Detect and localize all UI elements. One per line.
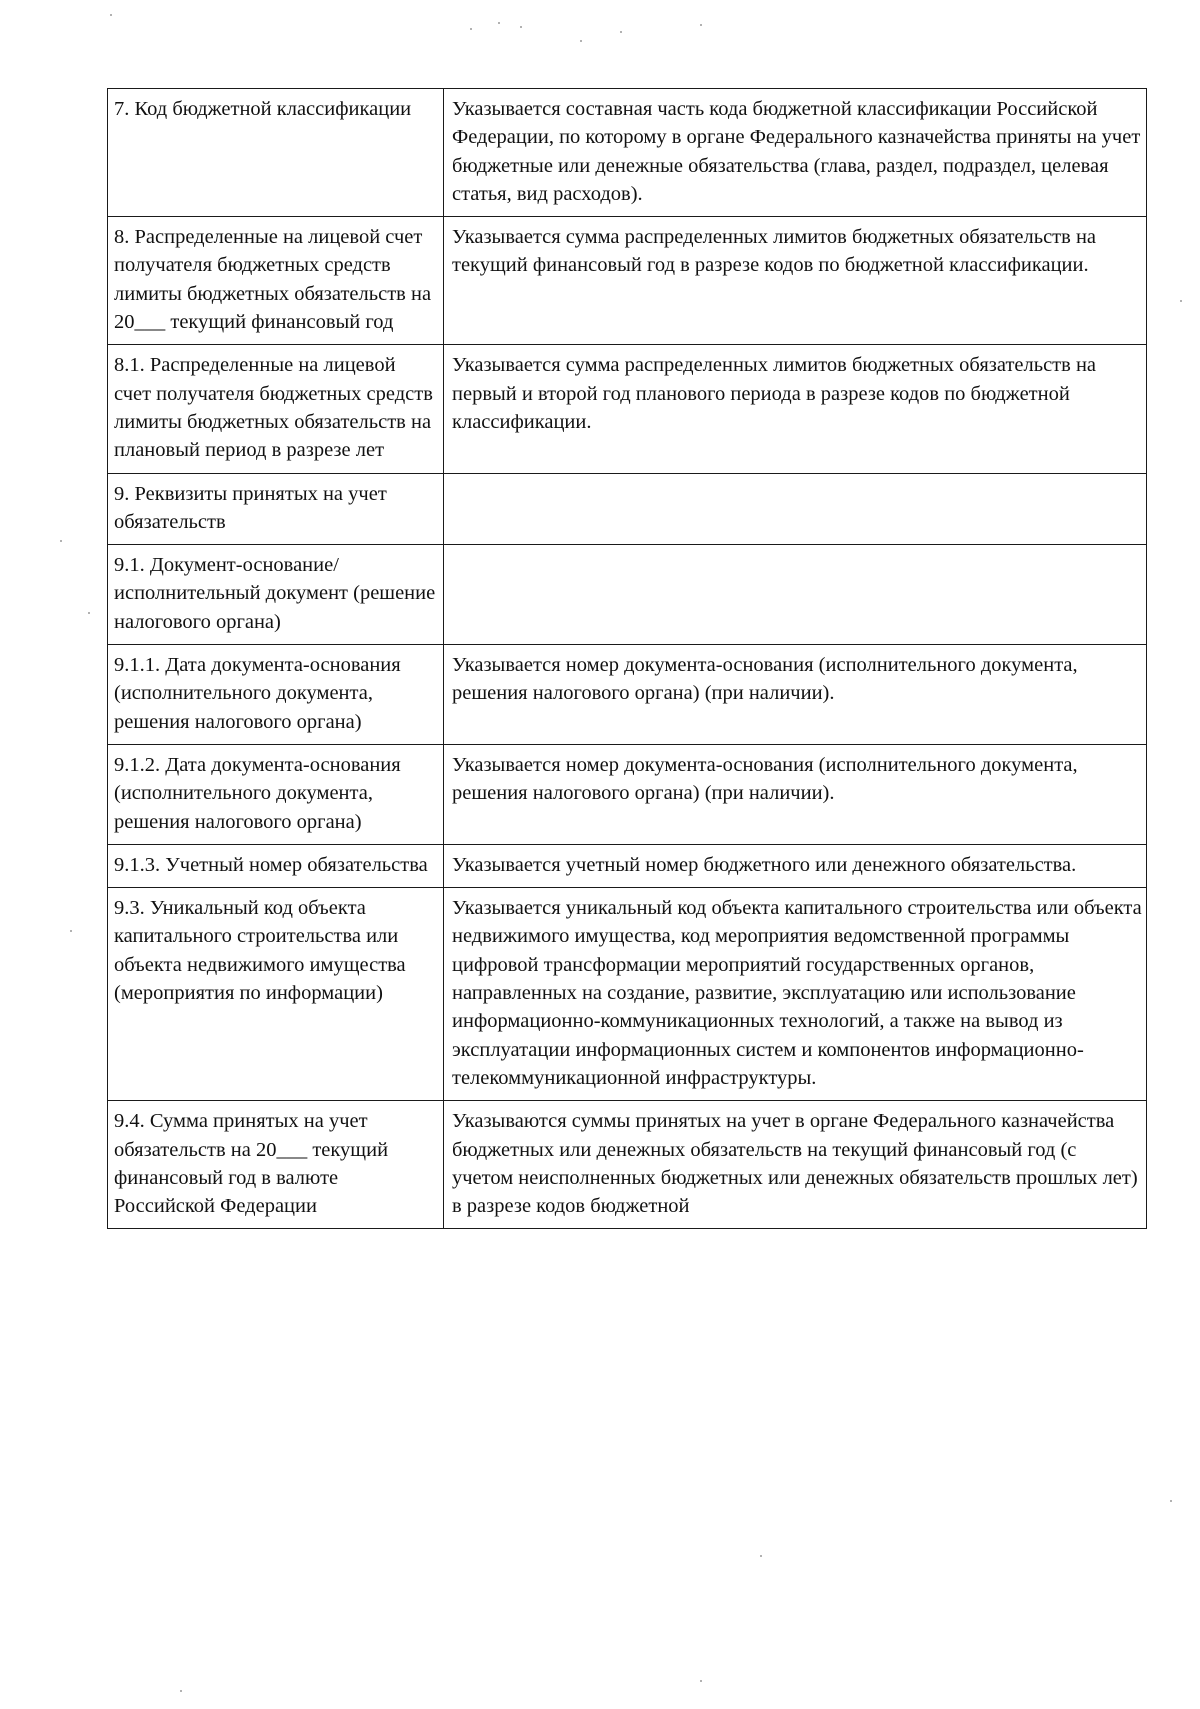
field-name-cell: 9. Реквизиты принятых на учет обязательств	[108, 473, 444, 545]
field-name-cell: 8. Распределенные на лицевой счет получателя бюджетных средств лимиты бюджетных обязательств на 20___ текущий финансовый год	[108, 217, 444, 345]
table-row	[108, 217, 1147, 345]
field-name-cell: 9.3. Уникальный код объекта капитального строительства или объекта недвижимого имущества (мероприятия по информации)	[108, 888, 444, 1101]
field-name-cell: 8.1. Распределенные на лицевой счет получателя бюджетных средств лимиты бюджетных обязательств на плановый период в разрезе лет	[108, 345, 444, 473]
field-description-cell: Указывается номер документа-основания (исполнительного документа, решения налогового органа) (при наличии).	[444, 645, 1147, 745]
field-description-cell	[444, 473, 1147, 545]
scan-speck	[470, 28, 472, 30]
field-description-cell: Указывается учетный номер бюджетного или денежного обязательства.	[444, 844, 1147, 887]
field-name-cell: 9.4. Сумма принятых на учет обязательств на 20___ текущий финансовый год в валюте Российской Федерации	[108, 1101, 444, 1229]
field-name-cell: 7. Код бюджетной классификации	[108, 89, 444, 217]
scan-speck	[520, 26, 522, 28]
table-row	[108, 744, 1147, 844]
scan-speck	[60, 540, 62, 542]
scan-speck	[498, 22, 500, 24]
field-description-cell: Указывается сумма распределенных лимитов бюджетных обязательств на текущий финансовый год в разрезе кодов по бюджетной классификации.	[444, 217, 1147, 345]
scan-speck	[1180, 300, 1182, 302]
scan-speck	[760, 1555, 762, 1557]
table-row	[108, 645, 1147, 745]
scan-speck	[180, 1690, 182, 1692]
scan-speck	[620, 31, 622, 33]
scan-speck	[700, 24, 702, 26]
requisites-table	[107, 88, 1147, 1229]
scan-speck	[580, 40, 582, 42]
field-description-cell	[444, 545, 1147, 645]
table-row	[108, 345, 1147, 473]
table-row	[108, 1101, 1147, 1229]
scan-speck	[70, 930, 72, 932]
table-row	[108, 888, 1147, 1101]
field-name-cell: 9.1.1. Дата документа-основания (исполнительного документа, решения налогового органа)	[108, 645, 444, 745]
field-name-cell: 9.1.2. Дата документа-основания (исполнительного документа, решения налогового органа)	[108, 744, 444, 844]
field-name-cell: 9.1.3. Учетный номер обязательства	[108, 844, 444, 887]
table-row	[108, 89, 1147, 217]
table-row	[108, 545, 1147, 645]
scan-speck	[700, 1680, 702, 1682]
scan-speck	[88, 612, 90, 614]
table-row	[108, 473, 1147, 545]
field-name-cell: 9.1. Документ-основание/исполнительный документ (решение налогового органа)	[108, 545, 444, 645]
field-description-cell: Указывается уникальный код объекта капитального строительства или объекта недвижимого имущества, код мероприятия ведомственной программы цифровой трансформации мероприятий государственных органов, направленных на создание, развитие, эксплуатацию или использование информационно-коммуникационных технологий, а также на вывод из эксплуатации информационных систем и компонентов информационно-телекоммуникационной инфраструктуры.	[444, 888, 1147, 1101]
field-description-cell: Указываются суммы принятых на учет в органе Федерального казначейства бюджетных или денежных обязательств на текущий финансовый год (с учетом неисполненных бюджетных или денежных обязательств прошлых лет) в разрезе кодов бюджетной	[444, 1101, 1147, 1229]
table-row	[108, 844, 1147, 887]
scan-speck	[1170, 1500, 1172, 1502]
field-description-cell: Указывается номер документа-основания (исполнительного документа, решения налогового органа) (при наличии).	[444, 744, 1147, 844]
field-description-cell: Указывается составная часть кода бюджетной классификации Российской Федерации, по которому в органе Федерального казначейства приняты на учет бюджетные или денежные обязательства (глава, раздел, подраздел, целевая статья, вид расходов).	[444, 89, 1147, 217]
field-description-cell: Указывается сумма распределенных лимитов бюджетных обязательств на первый и второй год планового периода в разрезе кодов по бюджетной классификации.	[444, 345, 1147, 473]
scan-speck	[110, 14, 112, 16]
